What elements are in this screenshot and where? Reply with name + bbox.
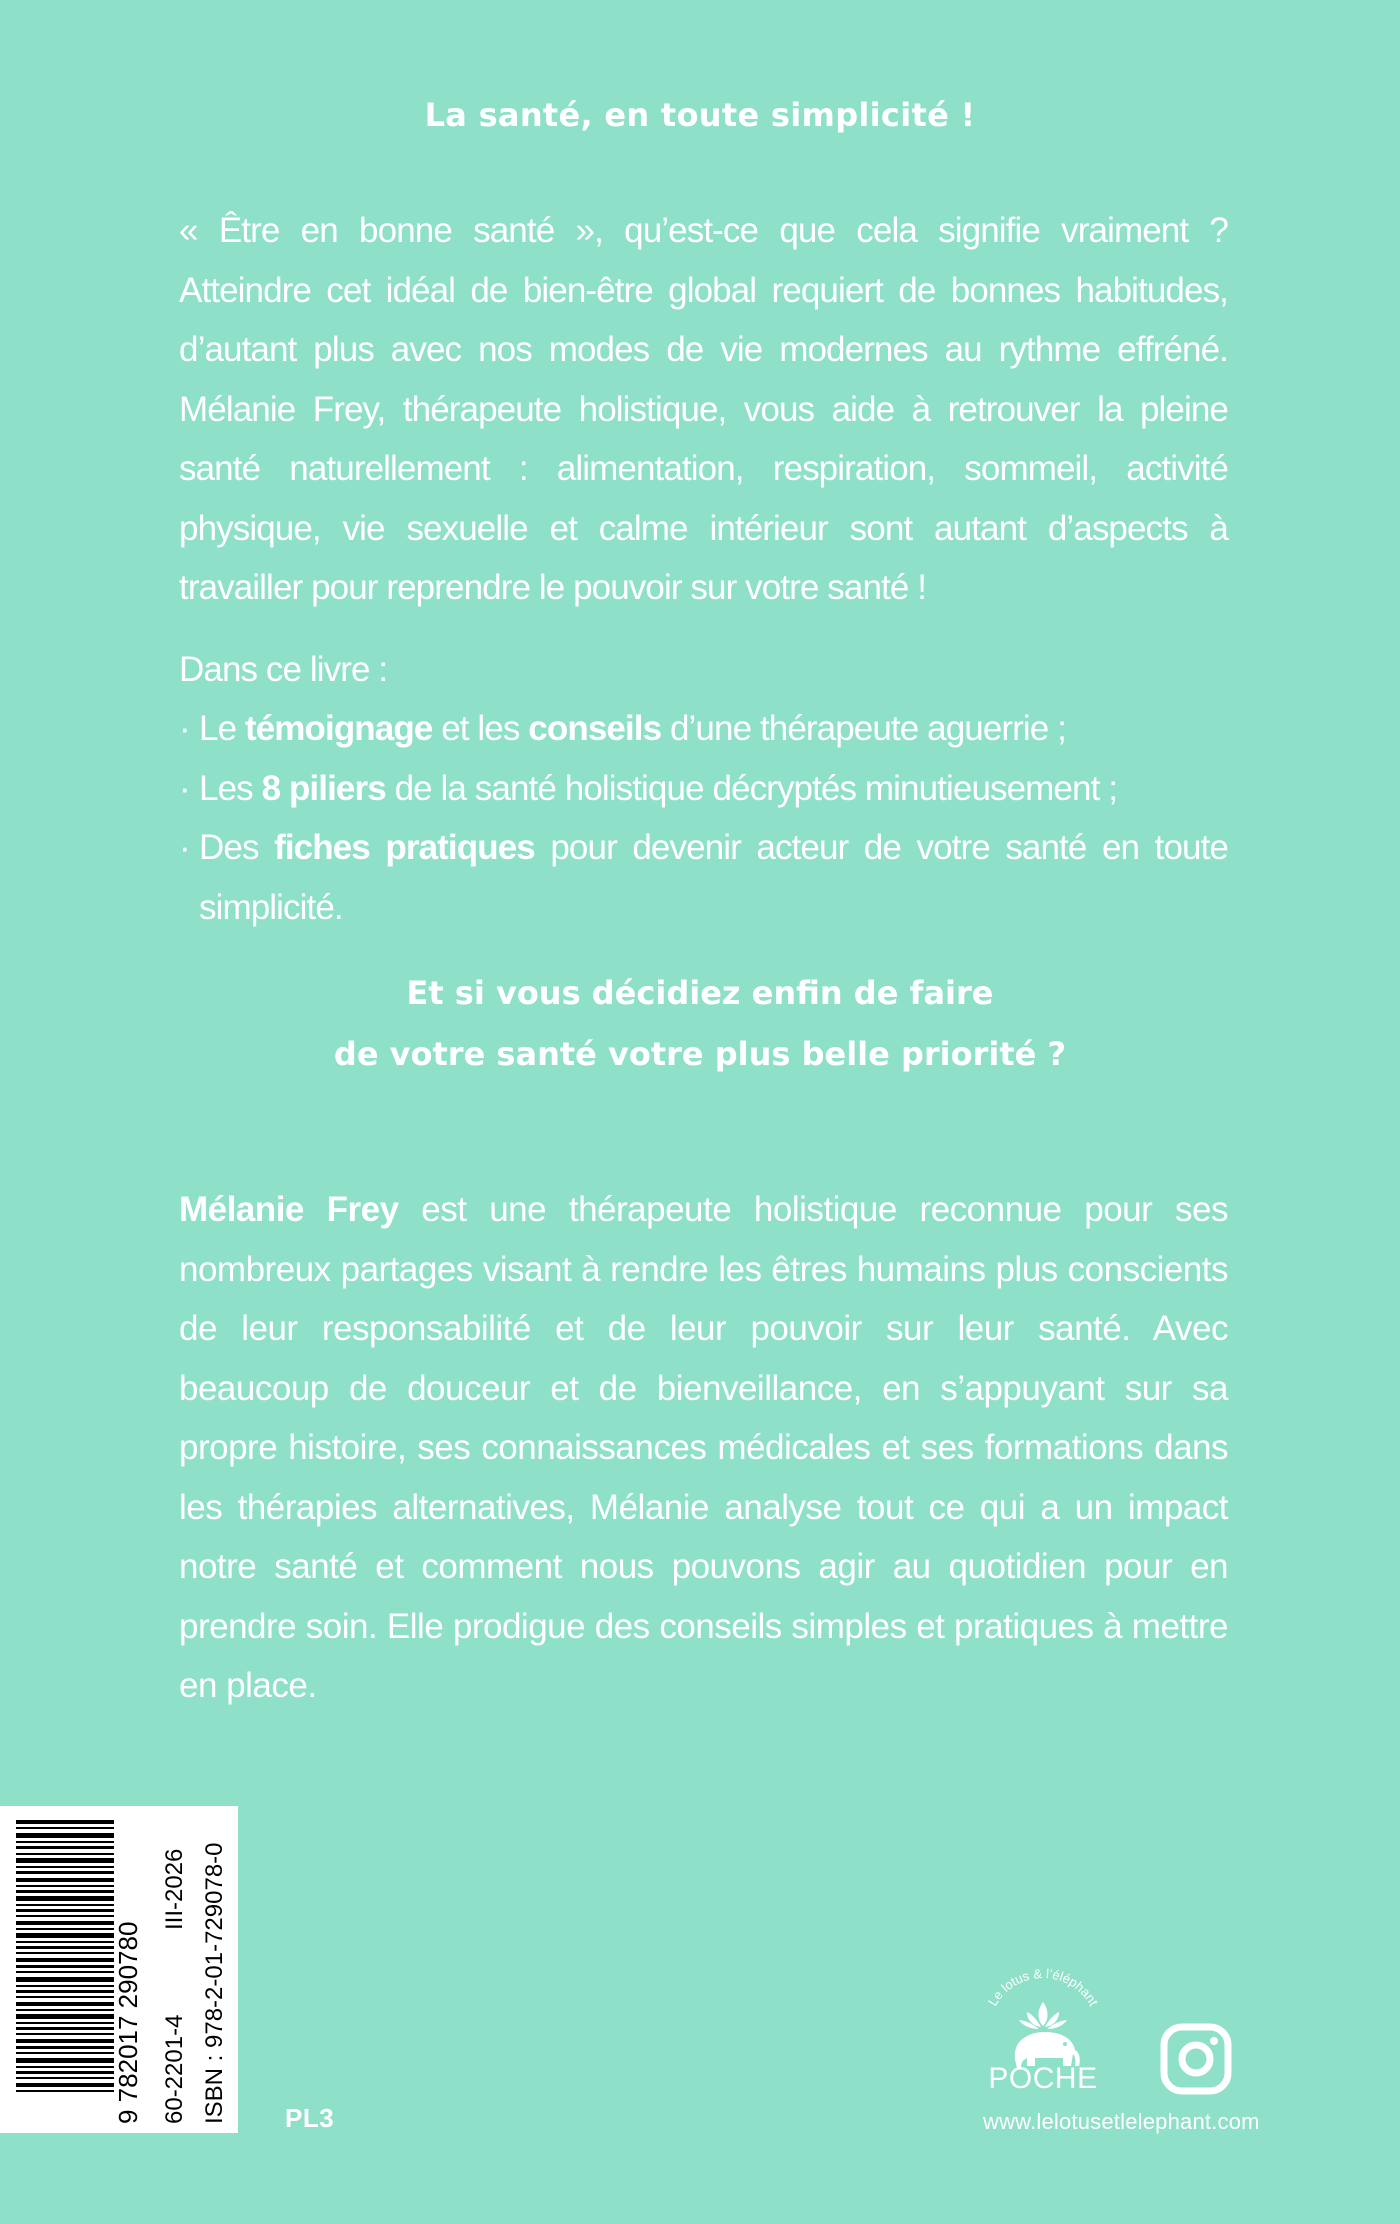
- bold-term: 8 piliers: [261, 768, 386, 808]
- feature-item: · Les 8 piliers de la santé holistique décryptés minutieusement ;: [179, 759, 1228, 819]
- call-to-action: [0, 963, 1400, 1085]
- barcode-digits: 9 782017 290780: [113, 1921, 143, 2124]
- cta-line-1: Et si vous décidiez enfin de faire: [406, 974, 994, 1012]
- barcode-code: 60-2201-4: [161, 2014, 188, 2124]
- author-name: Mélanie Frey: [179, 1190, 399, 1229]
- blurb-paragraph: « Être en bonne santé », qu’est-ce que cela signifie vraiment ? Atteindre cet idéal de bien-être global requiert de bonnes habitudes, d’autant plus avec nos modes de vie modernes au rythme effréné. Mélanie Frey, thérapeute holistique, vous aide à retrouver la pleine santé naturellement : alimentation, respiration, sommeil, activité physique, vie sexuelle et calme intérieur sont autant d’aspects à travailler pour reprendre le pouvoir sur votre santé !: [179, 211, 1228, 607]
- tagline: La santé, en toute simplicité !: [424, 96, 976, 134]
- logo-arc-text: Le lotus & l’éléphant: [984, 1965, 1102, 2009]
- feature-item: · Des fiches pratiques pour devenir acteur de votre santé en toute simplicité.: [179, 818, 1228, 937]
- barcode-bars: [16, 1820, 114, 2092]
- bullet-mark: ·: [179, 828, 190, 867]
- instagram-icon[interactable]: [1160, 2023, 1232, 2095]
- bold-term: témoignage: [244, 709, 433, 748]
- bullet-mark: ·: [179, 709, 190, 748]
- feature-list: [179, 699, 1228, 937]
- book-intro: Dans ce livre :: [179, 650, 388, 689]
- feature-item: · Le témoignage et les conseils d’une thérapeute aguerrie ;: [179, 699, 1228, 759]
- imprint-label: POCHE: [988, 2062, 1098, 2095]
- bullet-mark: ·: [179, 768, 190, 808]
- author-bio: [179, 1180, 1228, 1716]
- barcode-graphic: [0, 1806, 238, 2133]
- barcode-date: III-2026: [161, 1848, 188, 1930]
- bold-term: conseils: [528, 709, 662, 748]
- series-code: PL3: [285, 2103, 335, 2133]
- lotus-icon: [1019, 2002, 1067, 2029]
- publisher-website[interactable]: www.lelotusetlelephant.com: [983, 2109, 1260, 2134]
- cta-line-2: de votre santé votre plus belle priorité ?: [333, 1035, 1067, 1073]
- bold-term: fiches pratiques: [274, 828, 535, 867]
- author-bio-text: est une thérapeute holistique reconnue pour ses nombreux partages visant à rendre les êtres humains plus conscients de leur responsabilité et de leur pouvoir sur leur santé. Avec beaucoup de douceur et de bienveillance, en s’appuyant sur sa propre histoire, ses connaissances médicales et ses formations dans les thérapies alternatives, Mélanie analyse tout ce qui a un impact notre santé et comment nous pouvons agir au quotidien pour en prendre soin. Elle prodigue des conseils simples et pratiques à mettre en place.: [179, 1190, 1228, 1705]
- barcode-block: [0, 1806, 238, 2133]
- barcode-isbn: ISBN : 978-2-01-729078-0: [201, 1842, 228, 2124]
